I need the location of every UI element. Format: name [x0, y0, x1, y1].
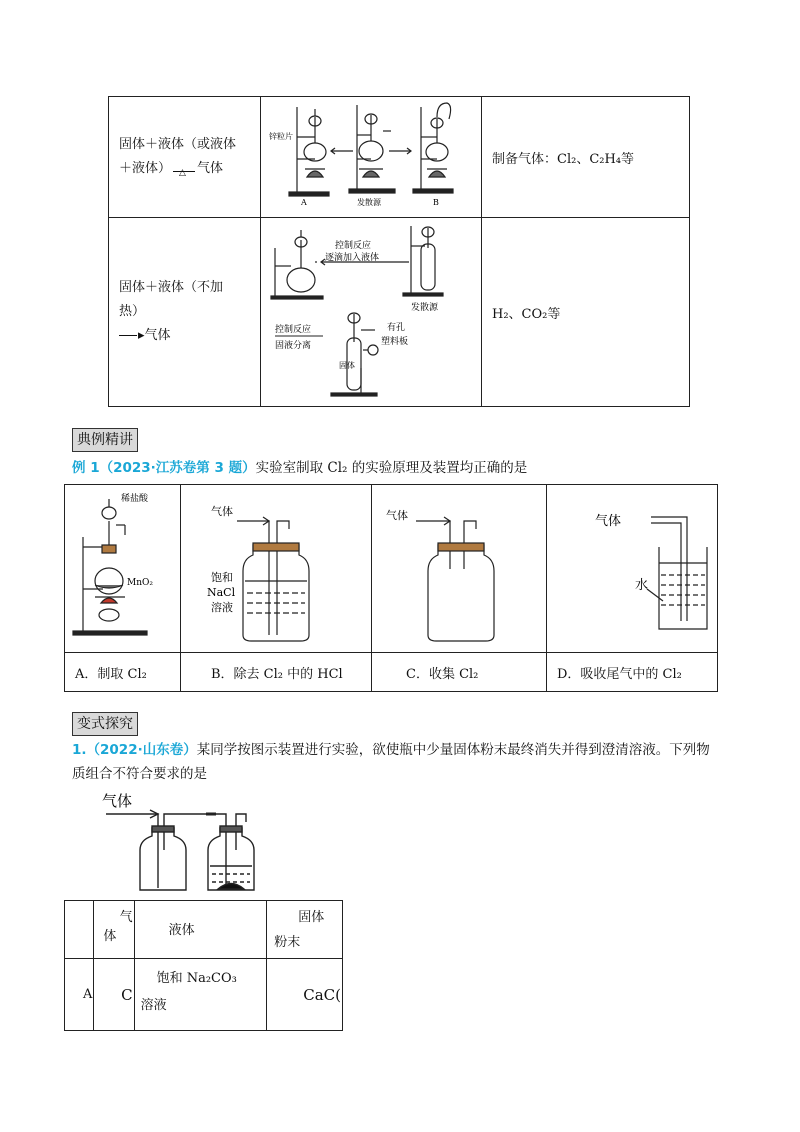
- option-c-figure: [372, 485, 547, 653]
- saturated-label: NaCl: [207, 586, 236, 599]
- note-cell: 制备气体：Cl₂、C₂H₄等: [482, 97, 690, 218]
- reaction-type-cell: [109, 97, 261, 218]
- porous-label: 有孔: [387, 323, 406, 333]
- option-c[interactable]: C．收集 Cl₂: [372, 653, 547, 692]
- example-question: [72, 456, 527, 480]
- reaction-type-line: 固体＋液体（不加: [119, 280, 224, 295]
- unheated-apparatus-figure: [261, 218, 481, 402]
- gas-label: 气体: [386, 509, 408, 522]
- gas-preparation-table: [108, 96, 690, 407]
- table-header: [65, 901, 343, 959]
- table-row: [65, 959, 343, 1031]
- gas-label: 气体: [102, 792, 133, 810]
- header-solid: 固体 粉末: [267, 901, 343, 959]
- figure-row: [65, 485, 718, 653]
- label-a: A: [301, 198, 307, 207]
- row-label: A: [65, 959, 94, 1031]
- option-d[interactable]: D．吸收尾气中的 Cl₂: [547, 653, 718, 692]
- example-text: 实验室制取 Cl₂ 的实验原理及装置均正确的是: [255, 460, 528, 476]
- combination-table: [64, 900, 343, 1031]
- separate-label: 固液分离: [275, 341, 312, 351]
- option-a-figure: [65, 485, 181, 653]
- note-cell: H₂、CO₂等: [482, 218, 690, 407]
- option-b-figure: [181, 485, 372, 653]
- options-table: [64, 484, 718, 692]
- option-d-figure: [547, 485, 718, 653]
- arrow-line: [119, 335, 137, 336]
- reaction-type-cell: 固体＋液体（不加 热） ▸气体: [109, 218, 261, 407]
- gas-label: 气体: [211, 505, 233, 518]
- saturated-label: 饱和: [211, 571, 233, 584]
- option-a[interactable]: A．制取 Cl₂: [65, 653, 181, 692]
- question-line: 某同学按图示装置进行实验，欲使瓶中少量固体粉末最终消失并得到澄清溶液。下列物: [196, 742, 710, 758]
- dropwise-label: 逐滴加入液体: [325, 253, 380, 263]
- example-tag: 例 1（2023·江苏卷第 3 题）: [72, 460, 256, 476]
- label-b: B: [433, 198, 439, 207]
- section-title: 变式探究: [72, 712, 138, 736]
- apparatus-figure-cell: [261, 218, 482, 407]
- question-line: 质组合不符合要求的是: [72, 766, 207, 782]
- option-b[interactable]: B．除去 Cl₂ 中的 HCl: [181, 653, 372, 692]
- reaction-type-line: 固体＋液体（或液体: [119, 137, 237, 152]
- porous-label: 塑料板: [381, 337, 409, 347]
- source-label: 发散源: [411, 303, 439, 313]
- variant-question: [72, 738, 710, 786]
- water-label: 水: [635, 578, 649, 593]
- control-label: 控制反应: [275, 325, 312, 335]
- reaction-type-line: 热）: [119, 304, 146, 319]
- gas-label: 气体: [595, 514, 622, 529]
- reaction-type-line: 气体: [197, 161, 224, 176]
- control-label: 控制反应: [335, 241, 372, 251]
- reaction-type-line: 气体: [144, 328, 171, 343]
- row-solid: CaC(: [267, 959, 343, 1031]
- row-liquid: 饱和 Na₂CO₃ 溶液: [134, 959, 267, 1031]
- reaction-type-line: ＋液体）: [119, 161, 172, 176]
- table-row: [109, 97, 690, 218]
- saturated-label: 溶液: [211, 601, 233, 614]
- header-gas: 气 体: [94, 901, 134, 959]
- mno2-label: MnO₂: [127, 578, 153, 588]
- apparatus-figure-cell: [261, 97, 482, 218]
- section-title: 典例精讲: [72, 428, 138, 452]
- heated-apparatus-figure: [261, 97, 481, 213]
- table-row: [109, 218, 690, 407]
- solid-label: 固体: [339, 361, 355, 370]
- source-label: 发散源: [357, 198, 381, 207]
- hcl-label: 稀盐酸: [121, 494, 149, 504]
- two-bottle-apparatus: [96, 790, 266, 898]
- zinc-label: 锌粒片: [269, 132, 293, 141]
- label-row: [65, 653, 718, 692]
- header-liquid: 液体: [134, 901, 267, 959]
- row-gas: C: [94, 959, 134, 1031]
- heat-arrow: △: [173, 171, 195, 172]
- question-tag: 1.（2022·山东卷）: [72, 742, 197, 758]
